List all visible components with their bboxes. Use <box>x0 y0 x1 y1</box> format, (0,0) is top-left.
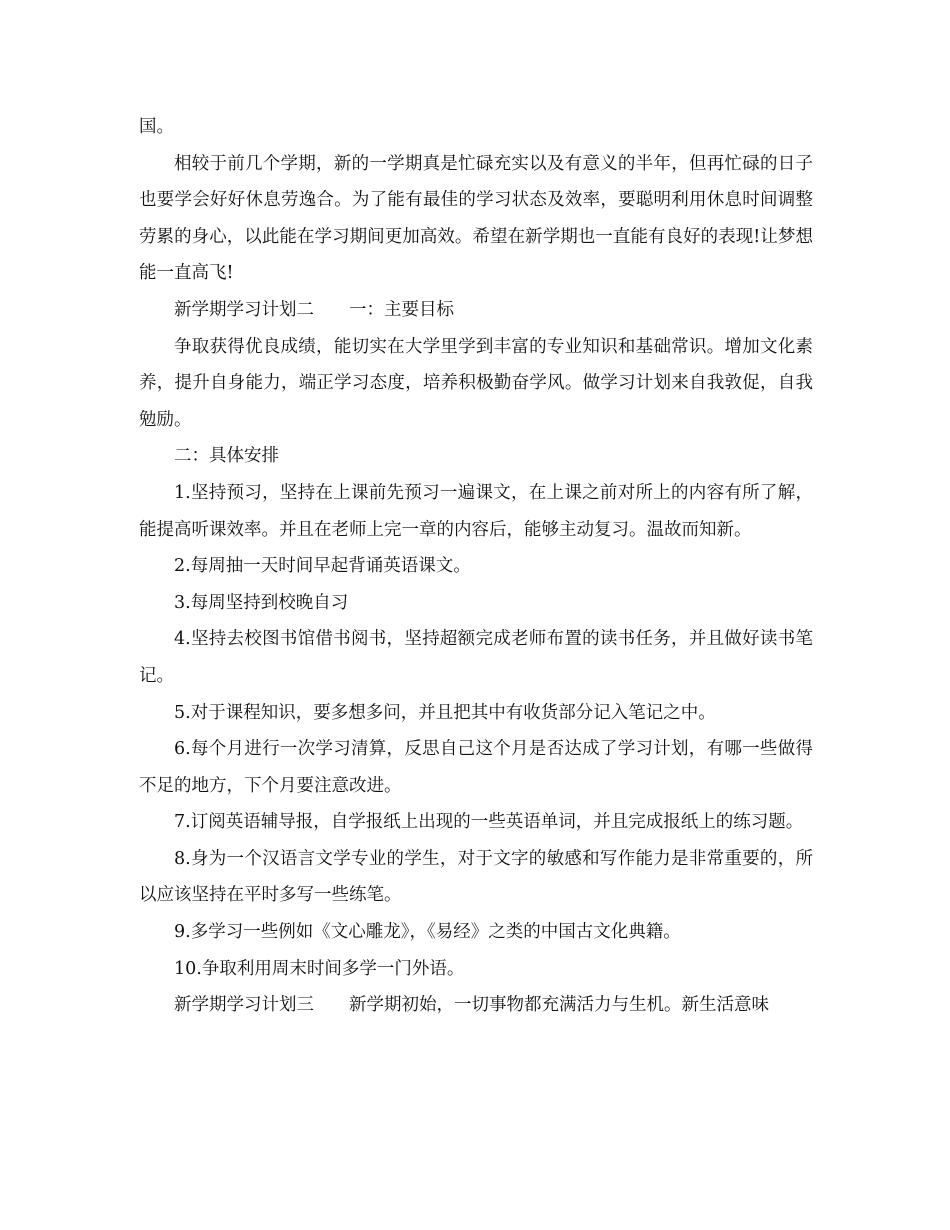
paragraph-goal: 争取获得优良成绩，能切实在大学里学到丰富的专业知识和基础常识。增加文化素养，提升自身能力，端正学习态度，培养积极勤奋学风。做学习计划来自我敦促，自我勉励。 <box>139 336 813 430</box>
list-item-4: 4.坚持去校图书馆借书阅书，坚持超额完成老师布置的读书任务，并且做好读书笔记。 <box>139 629 813 686</box>
list-item-8: 8.身为一个汉语言文学专业的学生，对于文字的敏感和写作能力是非常重要的，所以应该坚持在平时多写一些练笔。 <box>139 848 813 906</box>
list-item-1: 1.坚持预习，坚持在上课前先预习一遍课文，在上课之前对所上的内容有所了解，能提高听课效率。并且在老师上完一章的内容后，能够主动复习。温故而知新。 <box>139 482 813 540</box>
section-heading-plan-three: 新学期学习计划三 新学期初始，一切事物都充满活力与生机。新生活意味 <box>174 995 769 1016</box>
list-item-9: 9.多学习一些例如《文心雕龙》，《易经》之类的中国古文化典籍。 <box>174 922 681 943</box>
section-heading-plan-two: 新学期学习计划二 一：主要目标 <box>174 299 454 320</box>
section-heading-arrangement: 二：具体安排 <box>174 446 279 467</box>
paragraph-1: 国。 <box>139 117 174 137</box>
document-page <box>139 109 813 1024</box>
list-item-7: 7.订阅英语辅导报，自学报纸上出现的一些英语单词，并且完成报纸上的练习题。 <box>174 812 804 833</box>
list-item-2: 2.每周抽一天时间早起背诵英语课文。 <box>174 556 471 577</box>
list-item-10: 10.争取利用周末时间多学一门外语。 <box>174 958 465 979</box>
list-item-3: 3.每周坚持到校晚自习 <box>174 592 349 613</box>
list-item-6: 6.每个月进行一次学习清算，反思自己这个月是否达成了学习计划，有哪一些做得不足的地方，下个月要注意改进。 <box>139 739 813 796</box>
list-item-5: 5.对于课程知识，要多想多问，并且把其中有收货部分记入笔记之中。 <box>174 702 716 723</box>
paragraph-2: 相较于前几个学期，新的一学期真是忙碌充实以及有意义的半年，但再忙碌的日子也要学会好好休息劳逸合。为了能有最佳的学习状态及效率，要聪明利用休息时间调整劳累的身心，以此能在学习期间更加高效。希望在新学期也一直能有良好的表现!让梦想能一直高飞! <box>139 153 813 284</box>
